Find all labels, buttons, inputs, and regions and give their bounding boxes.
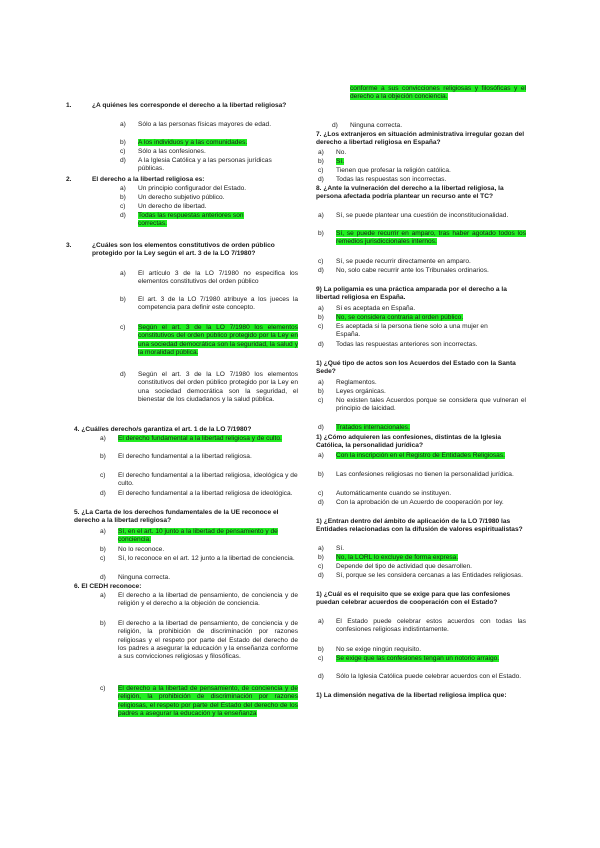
question-8: 8. ¿Ante la vulneración del derecho a la libertad religiosa, la persona afectada podría plantear un recurso ante el TC? <box>316 185 504 201</box>
option-d: d) Ninguna correcta. <box>100 574 171 581</box>
question-12: 1) ¿Entran dentro del ámbito de aplicación de la LO 7/1980 las Entidades relacionadas con la difusión de valores espiritualistas? <box>316 518 523 534</box>
option-c: c) Tienen que profesar la religión católica. <box>318 167 451 174</box>
option-b: b) Un derecho subjetivo público. <box>120 194 225 201</box>
option-b: b) Sí. <box>318 158 345 165</box>
option-d: d) Todas las respuestas anteriores son incorrectas. <box>318 341 478 348</box>
option-b: b) No, se considera contraria al orden público. <box>318 314 464 321</box>
option-d: d) Según el art. 3 de la LO 7/1980 los elementos constitutivos del orden público protegido por la Ley en una sociedad democrática son la seguridad, el bienestar de los ciudadanos y la salud pública. <box>120 371 298 403</box>
option-c: c) Sólo a las confesiones. <box>120 148 206 155</box>
option-c-continued: conforme a sus convicciones religiosas y filosóficas y el derecho a la objeción conciencia. <box>350 85 526 101</box>
option-a: a) El derecho a la libertad de pensamiento, de conciencia y de religión y el derecho a la objeción de conciencia. <box>100 592 298 608</box>
option-b: b) Las confesiones religiosas no tienen la personalidad jurídica. <box>318 471 514 478</box>
option-d: d) Ninguna correcta. <box>332 122 403 129</box>
question-10: 1) ¿Qué tipo de actos son los Acuerdos del Estado con la Santa Sede? <box>316 360 516 376</box>
option-a: a) Sí es aceptada en España. <box>318 305 416 312</box>
option-c: c) Sí, se puede recurrir directamente en amparo. <box>318 258 471 265</box>
option-c: c) El derecho fundamental a la libertad religiosa, ideológica y de culto. <box>100 472 298 488</box>
option-a: a) El derecho fundamental a la libertad religiosa y de culto. <box>100 435 282 442</box>
question-number: 1. <box>66 102 72 109</box>
option-a: a) El Estado puede celebrar estos acuerdos con todas las confesiones religiosas indistintamente. <box>318 618 526 634</box>
question-1 <box>66 102 297 110</box>
option-d: d) Tratados internacionales. <box>318 424 410 431</box>
option-b: b) Sí, se puede recurrir en amparo, tras haber agotado todos los remedios jurisdiccionales internos. <box>318 230 526 246</box>
question-6: 6. El CEDH reconoce: <box>74 583 142 590</box>
option-c: c) Es aceptada si la persona tiene solo a una mujer en España. <box>318 323 488 339</box>
option-b: b) El derecho fundamental a la libertad religiosa. <box>100 453 252 460</box>
option-a: a) Sí. <box>318 545 345 552</box>
option-c: c) El derecho a la libertad de pensamiento, de conciencia y de religión, la prohibición de discriminación por razones religiosas, el respeto por parte del Estado del derecho de los padres a asegurar la educación y la enseñanza <box>100 685 298 717</box>
option-a: a) Sólo a las personas físicas mayores de edad. <box>120 121 272 128</box>
option-d: d) El derecho fundamental a la libertad religiosa de ideológica. <box>100 490 293 497</box>
option-b: b) No, la LORL lo excluye de forma expresa. <box>318 554 459 561</box>
question-3: 3. ¿Cuáles son los elementos constitutivos de orden público protegido por la Ley según el art. 3 de la LO 7/1980? <box>66 242 275 258</box>
question-text: ¿Cuáles son los elementos constitutivos de orden público protegido por la Ley según el art. 3 de la LO 7/1980? <box>92 242 275 258</box>
question-11: 1) ¿Cómo adquieren las confesiones, distintas de la Iglesia Católica, la personalidad jurídica? <box>316 434 502 450</box>
question-5: 5. ¿La Carta de los derechos fundamentales de la UE reconoce el derecho a la libertad religiosa? <box>74 509 279 525</box>
option-c: c) Automáticamente cuando se instituyen. <box>318 490 452 497</box>
option-a: a) Con la inscripción en el Registro de Entidades Religiosas. <box>318 452 505 459</box>
option-c: c) Sí, lo reconoce en el art. 12 junto a la libertad de conciencia. <box>100 555 295 562</box>
option-c: c) No existen tales Acuerdos porque se considera que vulneran el principio de laicidad. <box>318 397 526 413</box>
question-9: 9) La poligamia es una práctica amparada por el derecho a la libertad religiosa en España. <box>316 286 507 302</box>
option-d: d) No, solo cabe recurrir ante los Tribunales ordinarios. <box>318 267 489 274</box>
option-d: d) Sí, porque se les considera cercanas a las Entidades religiosas. <box>318 572 523 579</box>
option-d: d) A la Iglesia Católica y a las personas jurídicas públicas. <box>120 157 272 173</box>
option-c: c) Depende del tipo de actividad que desarrollen. <box>318 563 472 570</box>
option-a: a) Un principio configurador del Estado. <box>120 185 247 192</box>
option-a: a) Sí, se puede plantear una cuestión de inconstitucionalidad. <box>318 212 509 219</box>
option-d: d) Todas las respuestas son incorrectas. <box>318 176 447 183</box>
option-a: a) El artículo 3 de la LO 7/1980 no especifica los elementos constitutivos del orden público <box>120 270 298 286</box>
option-a: a) Reglamentos. <box>318 379 377 386</box>
question-4: 4. ¿Cuál/es derecho/s garantiza el art. 1 de la LO 7/1980? <box>74 426 252 433</box>
option-a: a) No. <box>318 149 347 156</box>
option-b: b) No lo reconoce. <box>100 546 165 553</box>
option-c: c) Un derecho de libertad. <box>120 203 207 210</box>
option-c: c) Se exige que las confesiones tengan un notorio arraigo. <box>318 655 500 662</box>
question-2: 2. El derecho a la libertad religiosa es: <box>66 176 205 183</box>
option-d: d) Todas las respuestas anteriores son correctas. <box>120 212 244 228</box>
option-c: c) Según el art. 3 de la LO 7/1980 los elementos constitutivos del orden público protegido por la Ley en una sociedad democrática son la seguridad, la salud y la moralidad pública. <box>120 324 298 356</box>
question-7: 7. ¿Los extranjeros en situación administrativa irregular gozan del derecho a libertad religiosa en España? <box>316 131 525 147</box>
option-d: d) Sólo la Iglesia Católica puede celebrar acuerdos con el Estado. <box>318 673 522 680</box>
option-b: b) El derecho a la libertad de pensamiento, de conciencia y de religión, la prohibición de discriminación por razones religiosas y el respeto por parte del Estado del derecho de los padres a asegurar la educación y la enseñanza conforme a sus convicciones religiosas y filosóficas. <box>100 620 298 661</box>
question-14: 1) La dimensión negativa de la libertad religiosa implica que: <box>316 692 507 699</box>
question-text: ¿A quiénes les corresponde el derecho a la libertad religiosa? <box>92 102 287 109</box>
option-d: d) Con la aprobación de un Acuerdo de cooperación por ley. <box>318 499 504 506</box>
option-b: b) A los individuos y a las comunidades. <box>120 139 248 146</box>
option-b: b) Leyes orgánicas. <box>318 388 386 395</box>
option-a: a) Sí, en el art. 10 junto a la libertad de pensamiento y de conciencia. <box>100 528 278 544</box>
option-b: b) El art. 3 de la LO 7/1980 atribuye a los jueces la competencia para definir este concepto. <box>120 296 298 312</box>
question-text: El derecho a la libertad religiosa es: <box>92 176 205 183</box>
question-13: 1) ¿Cuál es el requisito que se exige para que las confesiones puedan celebrar acuerdos de cooperación con el Estado? <box>316 591 511 607</box>
option-b: b) No se exige ningún requisito. <box>318 646 422 653</box>
